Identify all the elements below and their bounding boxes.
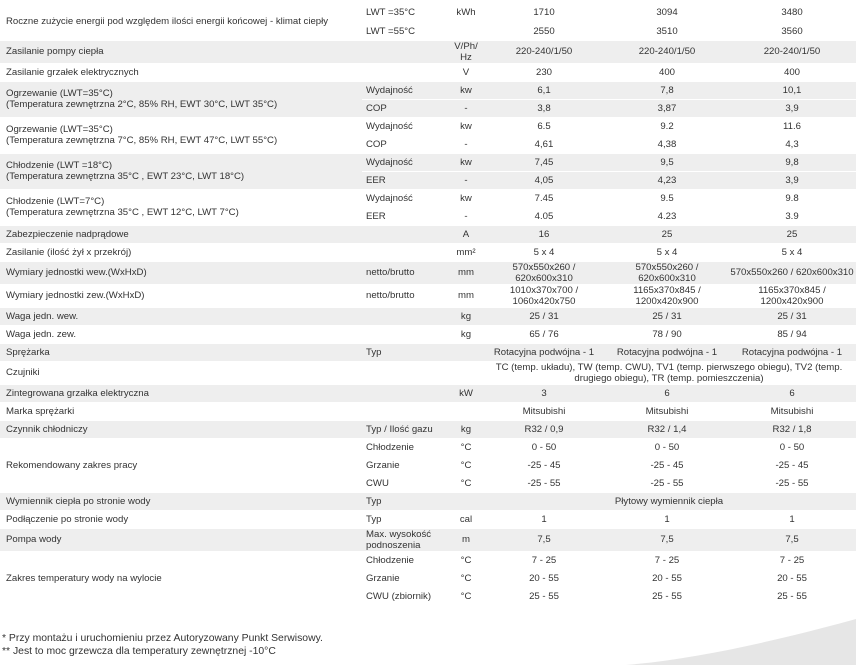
value-model-1: 4,61 — [482, 135, 606, 153]
row-label — [0, 438, 362, 492]
row-parameter: Chłodzenie — [362, 551, 450, 569]
row-label — [0, 225, 362, 243]
value-model-2: 0 - 50 — [606, 438, 728, 456]
value-model-3: 3480 — [728, 4, 856, 22]
value-model-3: 85 / 94 — [728, 325, 856, 343]
row-unit: cal — [450, 510, 482, 528]
value-model-2: 6 — [606, 384, 728, 402]
row-unit: - — [450, 135, 482, 153]
row-unit: kW — [450, 384, 482, 402]
row-unit: kg — [450, 420, 482, 438]
value-model-2: 570x550x260 / 620x600x310 — [606, 261, 728, 284]
row-label — [0, 117, 362, 153]
row-label-text: Sprężarka — [6, 346, 50, 358]
value-model-3: -25 - 55 — [728, 474, 856, 492]
row-label-text: Chłodzenie (LWT=7°C) — [6, 196, 105, 207]
table-row — [0, 325, 856, 343]
value-model-2: Mitsubishi — [606, 402, 728, 420]
table-row — [0, 261, 856, 284]
row-unit — [450, 492, 482, 510]
value-model-2: 7,8 — [606, 81, 728, 99]
value-model-2: -25 - 55 — [606, 474, 728, 492]
value-model-1: 7,5 — [482, 528, 606, 551]
row-parameter: EER — [362, 207, 450, 225]
value-model-2: 4,23 — [606, 171, 728, 189]
value-model-2: 7 - 25 — [606, 551, 728, 569]
swoosh-shape — [626, 619, 856, 665]
row-label — [0, 510, 362, 528]
row-parameter: Wydajność — [362, 117, 450, 135]
table-row — [0, 492, 856, 510]
row-unit: V — [450, 63, 482, 81]
row-label-text: Zabezpieczenie nadprądowe — [6, 228, 129, 240]
row-label-text: Podłączenie po stronie wody — [6, 513, 129, 525]
row-parameter: COP — [362, 135, 450, 153]
row-label-text: Zasilanie (ilość żył x przekrój) — [6, 246, 132, 258]
row-parameter: Wydajność — [362, 153, 450, 171]
value-model-3: 1 — [728, 510, 856, 528]
value-model-2: 400 — [606, 63, 728, 81]
value-model-3: 7 - 25 — [728, 551, 856, 569]
table-row — [0, 189, 856, 207]
value-model-2: 9.2 — [606, 117, 728, 135]
table-row — [0, 225, 856, 243]
row-parameter: CWU (zbiornik) — [362, 587, 450, 605]
value-model-2: 220-240/1/50 — [606, 40, 728, 63]
table-row — [0, 438, 856, 456]
table-row — [0, 81, 856, 99]
value-model-1: 3,8 — [482, 99, 606, 117]
row-label — [0, 361, 362, 384]
table-row — [0, 510, 856, 528]
value-model-2: -25 - 45 — [606, 456, 728, 474]
row-label — [0, 40, 362, 63]
value-model-3: 400 — [728, 63, 856, 81]
row-unit — [450, 22, 482, 40]
row-label — [0, 4, 362, 40]
value-model-2: 9,5 — [606, 153, 728, 171]
row-parameter — [362, 361, 450, 384]
value-model-2: 4.23 — [606, 207, 728, 225]
value-model-3: 220-240/1/50 — [728, 40, 856, 63]
value-model-1: 570x550x260 / 620x600x310 — [482, 261, 606, 284]
row-label — [0, 307, 362, 325]
value-model-3: R32 / 1,8 — [728, 420, 856, 438]
row-unit: - — [450, 207, 482, 225]
row-label-text: Zakres temperatury wody na wylocie — [6, 572, 162, 584]
value-model-3: 1165x370x845 / 1200x420x900 — [728, 284, 856, 307]
row-label — [0, 261, 362, 284]
decorative-swoosh — [626, 619, 856, 665]
value-model-3: 25 / 31 — [728, 307, 856, 325]
row-label-text: Wymiennik ciepła po stronie wody — [6, 495, 151, 507]
row-label-text: Pompa wody — [6, 534, 62, 545]
value-model-3: Mitsubishi — [728, 402, 856, 420]
row-label-text: Zasilanie pompy ciepła — [6, 46, 104, 57]
row-label-condition: (Temperatura zewnętrzna 7°C, 85% RH, EWT 47°C, LWT 55°C) — [6, 135, 278, 146]
value-model-1: 7 - 25 — [482, 551, 606, 569]
value-model-1: Mitsubishi — [482, 402, 606, 420]
row-parameter: netto/brutto — [362, 284, 450, 307]
value-model-1: -25 - 45 — [482, 456, 606, 474]
row-label — [0, 402, 362, 420]
value-model-1: 16 — [482, 225, 606, 243]
value-model-1: 5 x 4 — [482, 243, 606, 261]
row-parameter — [362, 402, 450, 420]
value-model-1: 25 / 31 — [482, 307, 606, 325]
value-model-1: 7,45 — [482, 153, 606, 171]
table-row — [0, 528, 856, 551]
row-label-condition: (Temperatura zewnętrzna 35°C , EWT 23°C, LWT 18°C) — [6, 171, 245, 182]
value-model-1: 1710 — [482, 4, 606, 22]
row-unit: kw — [450, 117, 482, 135]
row-parameter: CWU — [362, 474, 450, 492]
row-parameter: COP — [362, 99, 450, 117]
value-model-1: 25 - 55 — [482, 587, 606, 605]
row-parameter: Wydajność — [362, 81, 450, 99]
table-row — [0, 117, 856, 135]
row-parameter: Chłodzenie — [362, 438, 450, 456]
value-model-3: 0 - 50 — [728, 438, 856, 456]
row-unit: kw — [450, 81, 482, 99]
value-model-2: 1 — [606, 510, 728, 528]
value-model-1: 6.5 — [482, 117, 606, 135]
row-label — [0, 284, 362, 307]
row-label — [0, 325, 362, 343]
table-row — [0, 361, 856, 384]
row-parameter — [362, 40, 450, 63]
row-label-text: Ogrzewanie (LWT=35°C) — [6, 124, 113, 135]
value-model-3: 7,5 — [728, 528, 856, 551]
value-model-2: 3094 — [606, 4, 728, 22]
row-unit: °C — [450, 438, 482, 456]
row-label-text: Waga jedn. zew. — [6, 328, 77, 340]
row-label — [0, 551, 362, 605]
spec-table — [0, 4, 856, 606]
row-parameter — [362, 63, 450, 81]
value-model-1: 220-240/1/50 — [482, 40, 606, 63]
value-model-2: 3,87 — [606, 99, 728, 117]
row-label — [0, 189, 362, 225]
value-model-2: 9.5 — [606, 189, 728, 207]
value-model-2: 5 x 4 — [606, 243, 728, 261]
row-unit: kw — [450, 153, 482, 171]
row-label-text: Roczne zużycie energii pod względem ilości energii końcowej - klimat ciepły — [6, 16, 329, 28]
row-parameter: Typ — [362, 343, 450, 361]
row-parameter: Wydajność — [362, 189, 450, 207]
row-label — [0, 492, 362, 510]
row-label — [0, 243, 362, 261]
value-model-2: 78 / 90 — [606, 325, 728, 343]
value-model-1: 4,05 — [482, 171, 606, 189]
row-label-text: Ogrzewanie (LWT=35°C) — [6, 88, 113, 99]
value-model-2: Rotacyjna podwójna - 1 — [606, 343, 728, 361]
row-label-condition: (Temperatura zewnętrzna 2°C, 85% RH, EWT 30°C, LWT 35°C) — [6, 99, 278, 110]
value-model-3: Rotacyjna podwójna - 1 — [728, 343, 856, 361]
value-model-3: 11.6 — [728, 117, 856, 135]
row-label-text: Marka sprężarki — [6, 405, 75, 417]
table-row — [0, 243, 856, 261]
row-parameter: Typ / Ilość gazu — [362, 420, 450, 438]
value-model-1: 2550 — [482, 22, 606, 40]
row-parameter: Grzanie — [362, 569, 450, 587]
value-model-2: 25 - 55 — [606, 587, 728, 605]
row-unit — [450, 402, 482, 420]
value-model-3: 4,3 — [728, 135, 856, 153]
value-model-1: 4.05 — [482, 207, 606, 225]
value-model-2: 1165x370x845 / 1200x420x900 — [606, 284, 728, 307]
row-parameter — [362, 384, 450, 402]
row-unit: mm — [450, 284, 482, 307]
table-row — [0, 284, 856, 307]
table-row — [0, 40, 856, 63]
table-row — [0, 343, 856, 361]
value-model-1: 7.45 — [482, 189, 606, 207]
row-unit: - — [450, 99, 482, 117]
value-model-1: -25 - 55 — [482, 474, 606, 492]
value-model-3: 20 - 55 — [728, 569, 856, 587]
row-label — [0, 153, 362, 189]
row-unit: mm² — [450, 243, 482, 261]
row-parameter — [362, 225, 450, 243]
row-unit: kw — [450, 189, 482, 207]
row-unit: kWh — [450, 4, 482, 22]
row-parameter: Typ — [362, 510, 450, 528]
row-label — [0, 343, 362, 361]
row-label — [0, 63, 362, 81]
row-parameter: EER — [362, 171, 450, 189]
value-model-3: 9.8 — [728, 189, 856, 207]
row-parameter: netto/brutto — [362, 261, 450, 284]
row-label — [0, 384, 362, 402]
value-model-3: 25 — [728, 225, 856, 243]
value-model-2: 25 / 31 — [606, 307, 728, 325]
row-unit — [450, 343, 482, 361]
value-model-3: 9,8 — [728, 153, 856, 171]
row-label-text: Czynnik chłodniczy — [6, 423, 88, 435]
row-unit — [450, 361, 482, 384]
value-model-2: 4,38 — [606, 135, 728, 153]
row-unit: mm — [450, 261, 482, 284]
value-model-1: 0 - 50 — [482, 438, 606, 456]
value-model-3: 3,9 — [728, 99, 856, 117]
table-row — [0, 63, 856, 81]
row-unit: °C — [450, 474, 482, 492]
value-model-2: R32 / 1,4 — [606, 420, 728, 438]
value-model-3: 3560 — [728, 22, 856, 40]
row-label — [0, 528, 362, 551]
row-label-text: Waga jedn. wew. — [6, 310, 79, 322]
row-label — [0, 420, 362, 438]
row-unit: V/Ph/ Hz — [450, 40, 482, 63]
table-row — [0, 384, 856, 402]
row-unit: °C — [450, 456, 482, 474]
row-parameter: LWT =55°C — [362, 22, 450, 40]
value-model-1: R32 / 0,9 — [482, 420, 606, 438]
table-row — [0, 420, 856, 438]
footnote-heating-power: ** Jest to moc grzewcza dla temperatury zewnętrznej -10°C — [2, 646, 276, 657]
row-label-text: Czujniki — [6, 367, 40, 378]
row-unit: m — [450, 528, 482, 551]
value-model-1: Rotacyjna podwójna - 1 — [482, 343, 606, 361]
value-model-1: 6,1 — [482, 81, 606, 99]
row-unit: kg — [450, 307, 482, 325]
table-row — [0, 4, 856, 22]
row-parameter: Max. wysokość podnoszenia — [362, 528, 450, 551]
table-row — [0, 153, 856, 171]
value-model-3: 570x550x260 / 620x600x310 — [728, 261, 856, 284]
table-row — [0, 307, 856, 325]
row-parameter — [362, 307, 450, 325]
row-unit: °C — [450, 587, 482, 605]
row-unit: A — [450, 225, 482, 243]
row-parameter: Grzanie — [362, 456, 450, 474]
value-model-2: 20 - 55 — [606, 569, 728, 587]
value-model-1: 1010x370x700 / 1060x420x750 — [482, 284, 606, 307]
footnote-installation: * Przy montażu i uruchomieniu przez Autoryzowany Punkt Serwisowy. — [2, 633, 323, 644]
value-model-2: 3510 — [606, 22, 728, 40]
row-unit: °C — [450, 569, 482, 587]
footnotes — [2, 632, 323, 658]
value-model-1: 65 / 76 — [482, 325, 606, 343]
row-label-text: Zintegrowana grzałka elektryczna — [6, 387, 149, 399]
row-parameter — [362, 325, 450, 343]
row-label-text: Wymiary jednostki wew.(WxHxD) — [6, 267, 147, 278]
value-model-3: -25 - 45 — [728, 456, 856, 474]
row-label-text: Chłodzenie (LWT =18°C) — [6, 160, 113, 171]
value-all-models: Płytowy wymiennik ciepła — [482, 492, 856, 510]
value-model-1: 1 — [482, 510, 606, 528]
value-model-1: 20 - 55 — [482, 569, 606, 587]
table-row — [0, 551, 856, 569]
spec-table-body — [0, 4, 856, 605]
row-unit: kg — [450, 325, 482, 343]
row-label-text: Wymiary jednostki zew.(WxHxD) — [6, 290, 145, 301]
value-model-2: 7,5 — [606, 528, 728, 551]
value-model-1: 3 — [482, 384, 606, 402]
row-label — [0, 81, 362, 117]
value-model-3: 3.9 — [728, 207, 856, 225]
row-parameter: Typ — [362, 492, 450, 510]
row-label-text: Rekomendowany zakres pracy — [6, 459, 138, 471]
row-unit: °C — [450, 551, 482, 569]
value-model-3: 6 — [728, 384, 856, 402]
value-model-3: 25 - 55 — [728, 587, 856, 605]
value-model-2: 25 — [606, 225, 728, 243]
table-row — [0, 402, 856, 420]
row-parameter — [362, 243, 450, 261]
row-label-text: Zasilanie grzałek elektrycznych — [6, 66, 139, 78]
value-model-3: 5 x 4 — [728, 243, 856, 261]
value-model-1: 230 — [482, 63, 606, 81]
row-label-condition: (Temperatura zewnętrzna 35°C , EWT 12°C, LWT 7°C) — [6, 207, 239, 218]
row-parameter: LWT =35°C — [362, 4, 450, 22]
value-model-3: 10,1 — [728, 81, 856, 99]
value-model-3: 3,9 — [728, 171, 856, 189]
value-all-models: TC (temp. układu), TW (temp. CWU), TV1 (temp. pierwszego obiegu), TV2 (temp. drugiego obiegu), TR (temp. pomieszczenia) — [482, 361, 856, 384]
row-unit: - — [450, 171, 482, 189]
